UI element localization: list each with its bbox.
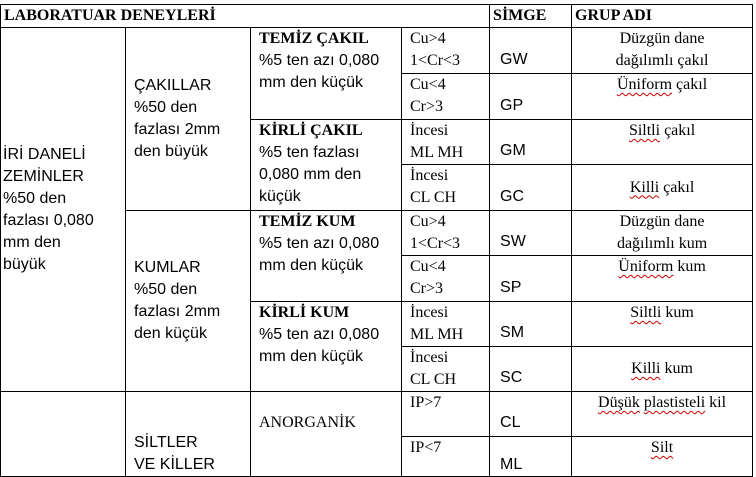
header-tests: LABORATUAR DENEYLERİ bbox=[1, 5, 490, 28]
criteria-cell: İncesi CL CH bbox=[402, 347, 490, 392]
header-group: GRUP ADI bbox=[572, 5, 753, 28]
group-name-cell: Düşük plastisteli kil bbox=[572, 392, 753, 437]
group-name-cell: Killi kum bbox=[572, 347, 753, 392]
dirty-gravel-cell: KİRLİ ÇAKIL %5 ten fazlası 0,080 mm den küçük bbox=[251, 120, 402, 211]
header-row bbox=[1, 5, 753, 28]
group-name-cell: Silt bbox=[572, 437, 753, 477]
table-row bbox=[1, 28, 753, 74]
clean-sand-cell: TEMİZ KUM %5 ten azı 0,080 mm den küçük bbox=[251, 211, 402, 302]
dirty-sand-cell: KİRLİ KUM %5 ten azı 0,080 mm den küçük bbox=[251, 302, 402, 392]
symbol-cell: SW bbox=[490, 211, 572, 256]
gravels-label: ÇAKILLAR %50 den fazlası 2mm den büyük bbox=[126, 28, 251, 211]
criteria-cell: İncesi ML MH bbox=[402, 302, 490, 347]
symbol-cell: SC bbox=[490, 347, 572, 392]
symbol-cell: GM bbox=[490, 120, 572, 165]
criteria-cell: İncesi ML MH bbox=[402, 120, 490, 165]
group-name-cell: Siltli kum bbox=[572, 302, 753, 347]
silts-clays-label: SİLTLER VE KİLLER bbox=[126, 392, 251, 477]
coarse-soils-label: İRİ DANELİ ZEMİNLER %50 den fazlası 0,080 mm den büyük bbox=[1, 28, 126, 392]
group-name-cell: Killi çakıl bbox=[572, 165, 753, 211]
soil-classification-table bbox=[0, 4, 753, 477]
inorganic-cell: ANORGANİK bbox=[251, 392, 402, 477]
fine-soils-empty-cell bbox=[1, 392, 126, 477]
symbol-cell: GC bbox=[490, 165, 572, 211]
criteria-cell: Cu>4 1<Cr<3 bbox=[402, 211, 490, 256]
header-symbol: SİMGE bbox=[490, 5, 572, 28]
group-name-cell: Üniform kum bbox=[572, 256, 753, 302]
criteria-cell: IP<7 bbox=[402, 437, 490, 477]
symbol-cell: GW bbox=[490, 28, 572, 74]
symbol-cell: ML bbox=[490, 437, 572, 477]
criteria-cell: Cu<4 Cr>3 bbox=[402, 74, 490, 120]
criteria-cell: Cu>4 1<Cr<3 bbox=[402, 28, 490, 74]
group-name-cell: Düzgün dane dağılımlı çakıl bbox=[572, 28, 753, 74]
symbol-cell: CL bbox=[490, 392, 572, 437]
symbol-cell: SM bbox=[490, 302, 572, 347]
symbol-cell: GP bbox=[490, 74, 572, 120]
symbol-cell: SP bbox=[490, 256, 572, 302]
clean-gravel-cell: TEMİZ ÇAKIL %5 ten azı 0,080 mm den küçük bbox=[251, 28, 402, 120]
table-row bbox=[1, 392, 753, 437]
criteria-cell: IP>7 bbox=[402, 392, 490, 437]
group-name-cell: Üniform çakıl bbox=[572, 74, 753, 120]
group-name-cell: Siltli çakıl bbox=[572, 120, 753, 165]
criteria-cell: Cu<4 Cr>3 bbox=[402, 256, 490, 302]
sands-label: KUMLAR %50 den fazlası 2mm den küçük bbox=[126, 211, 251, 392]
criteria-cell: İncesi CL CH bbox=[402, 165, 490, 211]
group-name-cell: Düzgün dane dağılımlı kum bbox=[572, 211, 753, 256]
